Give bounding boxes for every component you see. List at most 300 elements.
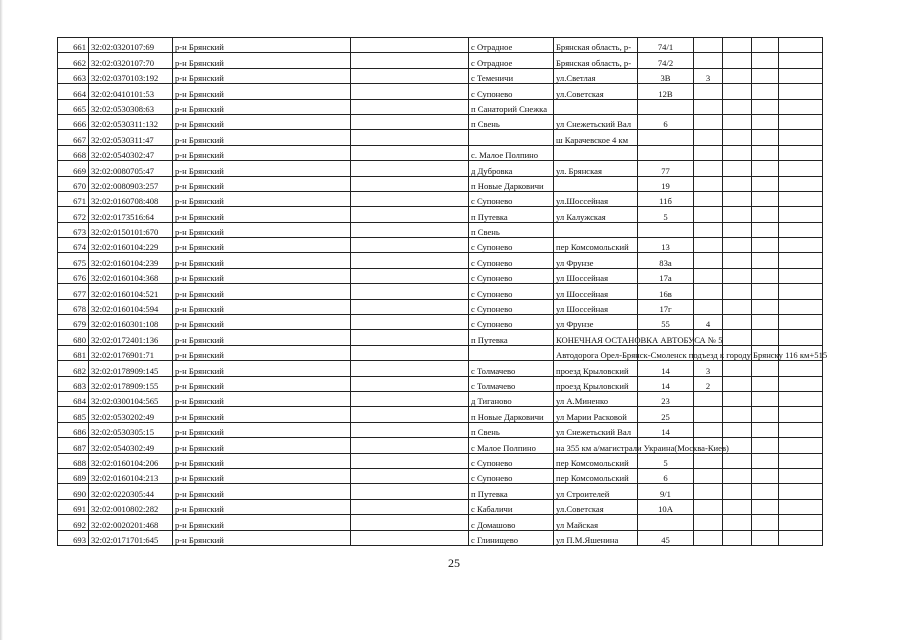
empty-cell (779, 268, 823, 283)
house-number-cell: 6 (638, 114, 694, 129)
table-row (58, 191, 823, 206)
empty-cell (351, 438, 469, 453)
empty-cell (779, 191, 823, 206)
building-cell (694, 468, 723, 483)
locality-cell: с Супонево (469, 315, 554, 330)
row-number: 678 (58, 299, 89, 314)
empty-cell (351, 84, 469, 99)
district-cell: р-н Брянский (173, 315, 351, 330)
street-cell: ул.Советская (554, 84, 638, 99)
empty-cell (351, 253, 469, 268)
cadastral-number: 32:02:0160104:239 (89, 253, 173, 268)
empty-cell (779, 253, 823, 268)
locality-cell: п Путевка (469, 207, 554, 222)
empty-cell (752, 53, 779, 68)
row-number: 667 (58, 130, 89, 145)
row-number: 673 (58, 222, 89, 237)
empty-cell (351, 268, 469, 283)
locality-cell: с Супонево (469, 453, 554, 468)
cadastral-number: 32:02:0370103:192 (89, 68, 173, 83)
locality-cell: с. Малое Полпино (469, 145, 554, 160)
empty-cell (723, 161, 752, 176)
street-cell (554, 99, 638, 114)
empty-cell (351, 238, 469, 253)
empty-cell (723, 515, 752, 530)
street-cell: ул Снежетьский Вал (554, 114, 638, 129)
empty-cell (351, 145, 469, 160)
empty-cell (723, 176, 752, 191)
empty-cell (723, 145, 752, 160)
empty-cell (351, 191, 469, 206)
district-cell: р-н Брянский (173, 468, 351, 483)
district-cell: р-н Брянский (173, 191, 351, 206)
row-number: 691 (58, 499, 89, 514)
street-cell: на 355 км а/магистрали Украина(Москва-Киев) (554, 438, 638, 453)
locality-cell: с Супонево (469, 191, 554, 206)
table-row (58, 207, 823, 222)
row-number: 669 (58, 161, 89, 176)
building-cell: 3 (694, 68, 723, 83)
building-cell (694, 191, 723, 206)
empty-cell (351, 176, 469, 191)
cadastral-number: 32:02:0178909:145 (89, 361, 173, 376)
empty-cell (752, 376, 779, 391)
district-cell: р-н Брянский (173, 422, 351, 437)
empty-cell (351, 68, 469, 83)
empty-cell (752, 130, 779, 145)
empty-cell (752, 422, 779, 437)
building-cell (694, 484, 723, 499)
locality-cell: п Новые Дарковичи (469, 176, 554, 191)
locality-cell: с Теменичи (469, 68, 554, 83)
empty-cell (779, 284, 823, 299)
house-number-cell: 13 (638, 238, 694, 253)
house-number-cell: 14 (638, 376, 694, 391)
empty-cell (723, 207, 752, 222)
empty-cell (752, 114, 779, 129)
table-row (58, 161, 823, 176)
table-row (58, 391, 823, 406)
row-number: 690 (58, 484, 89, 499)
row-number: 688 (58, 453, 89, 468)
locality-cell: д Тиганово (469, 391, 554, 406)
table-row (58, 422, 823, 437)
building-cell (694, 114, 723, 129)
row-number: 674 (58, 238, 89, 253)
cadastral-number: 32:02:0160104:594 (89, 299, 173, 314)
row-number: 693 (58, 530, 89, 545)
district-cell: р-н Брянский (173, 284, 351, 299)
page-number: 25 (448, 556, 460, 570)
district-cell: р-н Брянский (173, 345, 351, 360)
table-row (58, 330, 823, 345)
district-cell: р-н Брянский (173, 376, 351, 391)
empty-cell (752, 407, 779, 422)
house-number-cell (638, 515, 694, 530)
row-number: 676 (58, 268, 89, 283)
empty-cell (779, 438, 823, 453)
street-cell: ш Карачевское 4 км (554, 130, 638, 145)
cadastral-number: 32:02:0080705:47 (89, 161, 173, 176)
table-row (58, 484, 823, 499)
empty-cell (779, 207, 823, 222)
locality-cell: п Новые Дарковичи (469, 407, 554, 422)
table-row (58, 530, 823, 545)
locality-cell: с Супонево (469, 299, 554, 314)
table-row (58, 176, 823, 191)
house-number-cell (638, 99, 694, 114)
house-number-cell: 83а (638, 253, 694, 268)
building-cell (694, 130, 723, 145)
empty-cell (779, 484, 823, 499)
row-number: 675 (58, 253, 89, 268)
locality-cell (469, 130, 554, 145)
cadastral-number: 32:02:0160104:213 (89, 468, 173, 483)
locality-cell: п Свень (469, 422, 554, 437)
table-row (58, 222, 823, 237)
district-cell: р-н Брянский (173, 268, 351, 283)
empty-cell (779, 453, 823, 468)
empty-cell (351, 114, 469, 129)
cadastral-number: 32:02:0320107:69 (89, 38, 173, 53)
empty-cell (752, 222, 779, 237)
row-number: 687 (58, 438, 89, 453)
building-cell (694, 453, 723, 468)
building-cell (694, 499, 723, 514)
locality-cell: с Супонево (469, 84, 554, 99)
cadastral-number: 32:02:0080903:257 (89, 176, 173, 191)
row-number: 663 (58, 68, 89, 83)
house-number-cell: 14 (638, 361, 694, 376)
empty-cell (723, 407, 752, 422)
house-number-cell: 9/1 (638, 484, 694, 499)
empty-cell (779, 391, 823, 406)
cadastral-number: 32:02:0178909:155 (89, 376, 173, 391)
empty-cell (351, 499, 469, 514)
empty-cell (779, 53, 823, 68)
building-cell (694, 299, 723, 314)
street-cell: Брянская область, р- (554, 53, 638, 68)
table-row (58, 468, 823, 483)
table-row (58, 345, 823, 360)
district-cell: р-н Брянский (173, 53, 351, 68)
table-row (58, 38, 823, 53)
empty-cell (779, 238, 823, 253)
empty-cell (723, 99, 752, 114)
street-cell (554, 176, 638, 191)
cadastral-number: 32:02:0410101:53 (89, 84, 173, 99)
empty-cell (779, 468, 823, 483)
empty-cell (752, 191, 779, 206)
district-cell: р-н Брянский (173, 130, 351, 145)
cadastral-number: 32:02:0160104:229 (89, 238, 173, 253)
empty-cell (779, 161, 823, 176)
house-number-cell: 11б (638, 191, 694, 206)
table-row (58, 515, 823, 530)
cadastral-number: 32:02:0530308:63 (89, 99, 173, 114)
empty-cell (752, 238, 779, 253)
row-number: 692 (58, 515, 89, 530)
table-row (58, 284, 823, 299)
empty-cell (752, 253, 779, 268)
locality-cell: с Толмачево (469, 376, 554, 391)
empty-cell (779, 422, 823, 437)
locality-cell: с Супонево (469, 238, 554, 253)
building-cell (694, 515, 723, 530)
empty-cell (779, 222, 823, 237)
empty-cell (752, 145, 779, 160)
house-number-cell: 17а (638, 268, 694, 283)
empty-cell (723, 453, 752, 468)
district-cell: р-н Брянский (173, 99, 351, 114)
empty-cell (752, 84, 779, 99)
row-number: 668 (58, 145, 89, 160)
empty-cell (723, 391, 752, 406)
empty-cell (752, 207, 779, 222)
house-number-cell: 19 (638, 176, 694, 191)
district-cell: р-н Брянский (173, 407, 351, 422)
building-cell (694, 161, 723, 176)
district-cell: р-н Брянский (173, 38, 351, 53)
empty-cell (351, 361, 469, 376)
row-number: 680 (58, 330, 89, 345)
empty-cell (752, 453, 779, 468)
street-cell: ул А.Миненко (554, 391, 638, 406)
cadastral-number: 32:02:0530202:49 (89, 407, 173, 422)
empty-cell (752, 438, 779, 453)
district-cell: р-н Брянский (173, 114, 351, 129)
locality-cell: п Свень (469, 222, 554, 237)
empty-cell (723, 84, 752, 99)
row-number: 679 (58, 315, 89, 330)
house-number-cell: 5 (638, 207, 694, 222)
district-cell: р-н Брянский (173, 330, 351, 345)
locality-cell: с Супонево (469, 268, 554, 283)
locality-cell: д Дубровка (469, 161, 554, 176)
row-number: 662 (58, 53, 89, 68)
empty-cell (351, 468, 469, 483)
house-number-cell (638, 130, 694, 145)
empty-cell (752, 161, 779, 176)
empty-cell (351, 99, 469, 114)
empty-cell (723, 315, 752, 330)
street-cell: ул Фрунзе (554, 315, 638, 330)
house-number-cell (638, 145, 694, 160)
row-number: 683 (58, 376, 89, 391)
empty-cell (723, 130, 752, 145)
table-row (58, 438, 823, 453)
row-number: 686 (58, 422, 89, 437)
empty-cell (752, 361, 779, 376)
street-cell: пер Комсомольский (554, 453, 638, 468)
cadastral-number: 32:02:0540302:49 (89, 438, 173, 453)
street-cell: ул Снежетьский Вал (554, 422, 638, 437)
empty-cell (752, 68, 779, 83)
row-number: 685 (58, 407, 89, 422)
street-cell: ул Шоссейная (554, 299, 638, 314)
row-number: 664 (58, 84, 89, 99)
street-cell: ул Майская (554, 515, 638, 530)
cadastral-number: 32:02:0530311:47 (89, 130, 173, 145)
cadastral-number: 32:02:0160104:368 (89, 268, 173, 283)
row-number: 681 (58, 345, 89, 360)
empty-cell (779, 114, 823, 129)
empty-cell (351, 130, 469, 145)
empty-cell (723, 253, 752, 268)
building-cell: 2 (694, 376, 723, 391)
street-cell: ул Шоссейная (554, 268, 638, 283)
street-cell: ул П.М.Яшенина (554, 530, 638, 545)
empty-cell (779, 515, 823, 530)
district-cell: р-н Брянский (173, 391, 351, 406)
district-cell: р-н Брянский (173, 84, 351, 99)
house-number-cell: 14 (638, 422, 694, 437)
empty-cell (779, 315, 823, 330)
empty-cell (723, 468, 752, 483)
empty-cell (752, 330, 779, 345)
cadastral-number: 32:02:0160104:206 (89, 453, 173, 468)
empty-cell (351, 222, 469, 237)
empty-cell (779, 330, 823, 345)
empty-cell (752, 499, 779, 514)
empty-cell (723, 238, 752, 253)
street-cell: ул Марии Расковой (554, 407, 638, 422)
street-cell: ул Калужская (554, 207, 638, 222)
street-cell: ул.Советская (554, 499, 638, 514)
empty-cell (752, 38, 779, 53)
row-number: 682 (58, 361, 89, 376)
street-cell: ул.Шоссейная (554, 191, 638, 206)
table-row (58, 407, 823, 422)
building-cell (694, 207, 723, 222)
house-number-cell: 10А (638, 499, 694, 514)
street-cell: ул.Светлая (554, 68, 638, 83)
district-cell: р-н Брянский (173, 176, 351, 191)
cadastral-number: 32:02:0530311:132 (89, 114, 173, 129)
locality-cell: п Путевка (469, 330, 554, 345)
district-cell: р-н Брянский (173, 207, 351, 222)
locality-cell: п Санаторий Снежка (469, 99, 554, 114)
row-number: 665 (58, 99, 89, 114)
empty-cell (723, 222, 752, 237)
street-cell: ул Строителей (554, 484, 638, 499)
district-cell: р-н Брянский (173, 499, 351, 514)
building-cell (694, 422, 723, 437)
street-cell: проезд Крыловский (554, 376, 638, 391)
district-cell: р-н Брянский (173, 530, 351, 545)
empty-cell (351, 53, 469, 68)
empty-cell (752, 176, 779, 191)
building-cell: 4 (694, 315, 723, 330)
building-cell (694, 222, 723, 237)
district-cell: р-н Брянский (173, 453, 351, 468)
house-number-cell: 77 (638, 161, 694, 176)
empty-cell (723, 361, 752, 376)
empty-cell (779, 376, 823, 391)
empty-cell (351, 453, 469, 468)
row-number: 671 (58, 191, 89, 206)
locality-cell: с Глинищево (469, 530, 554, 545)
table-row (58, 68, 823, 83)
table-row (58, 238, 823, 253)
district-cell: р-н Брянский (173, 68, 351, 83)
empty-cell (351, 407, 469, 422)
empty-cell (752, 268, 779, 283)
cadastral-number: 32:02:0530305:15 (89, 422, 173, 437)
empty-cell (779, 38, 823, 53)
street-cell: Автодорога Орел-Брянск-Смоленск подъезд к городу Брянску 116 км+515 (554, 345, 638, 360)
empty-cell (351, 484, 469, 499)
district-cell: р-н Брянский (173, 253, 351, 268)
locality-cell: п Путевка (469, 484, 554, 499)
empty-cell (351, 345, 469, 360)
table-row (58, 315, 823, 330)
empty-cell (752, 284, 779, 299)
district-cell: р-н Брянский (173, 238, 351, 253)
row-number: 670 (58, 176, 89, 191)
registry-table (57, 37, 828, 546)
cadastral-number: 32:02:0020201:468 (89, 515, 173, 530)
street-cell: ул Шоссейная (554, 284, 638, 299)
empty-cell (723, 53, 752, 68)
street-cell (554, 145, 638, 160)
row-number: 672 (58, 207, 89, 222)
empty-cell (351, 422, 469, 437)
table-row (58, 299, 823, 314)
table-row (58, 499, 823, 514)
empty-cell (351, 207, 469, 222)
cadastral-number: 32:02:0540302:47 (89, 145, 173, 160)
district-cell: р-н Брянский (173, 361, 351, 376)
street-cell: пер Комсомольский (554, 238, 638, 253)
locality-cell: с Кабаличи (469, 499, 554, 514)
empty-cell (351, 284, 469, 299)
street-cell: Брянская область, р- (554, 38, 638, 53)
empty-cell (351, 38, 469, 53)
empty-cell (723, 68, 752, 83)
street-cell: ул Фрунзе (554, 253, 638, 268)
empty-cell (752, 391, 779, 406)
building-cell: 3 (694, 361, 723, 376)
cadastral-number: 32:02:0160301:108 (89, 315, 173, 330)
empty-cell (779, 145, 823, 160)
house-number-cell: 23 (638, 391, 694, 406)
empty-cell (723, 268, 752, 283)
empty-cell (351, 515, 469, 530)
table-row (58, 99, 823, 114)
empty-cell (752, 315, 779, 330)
house-number-cell: 3В (638, 68, 694, 83)
empty-cell (779, 361, 823, 376)
table-row (58, 268, 823, 283)
cadastral-number: 32:02:0010802:282 (89, 499, 173, 514)
district-cell: р-н Брянский (173, 438, 351, 453)
locality-cell: с Отрадное (469, 53, 554, 68)
empty-cell (779, 299, 823, 314)
empty-cell (779, 407, 823, 422)
row-number: 677 (58, 284, 89, 299)
locality-cell: с Малое Полпино (469, 438, 554, 453)
house-number-cell: 74/2 (638, 53, 694, 68)
house-number-cell: 12В (638, 84, 694, 99)
table-row (58, 145, 823, 160)
empty-cell (752, 530, 779, 545)
empty-cell (752, 484, 779, 499)
empty-cell (351, 330, 469, 345)
locality-cell: с Супонево (469, 284, 554, 299)
cadastral-number: 32:02:0300104:565 (89, 391, 173, 406)
empty-cell (351, 530, 469, 545)
